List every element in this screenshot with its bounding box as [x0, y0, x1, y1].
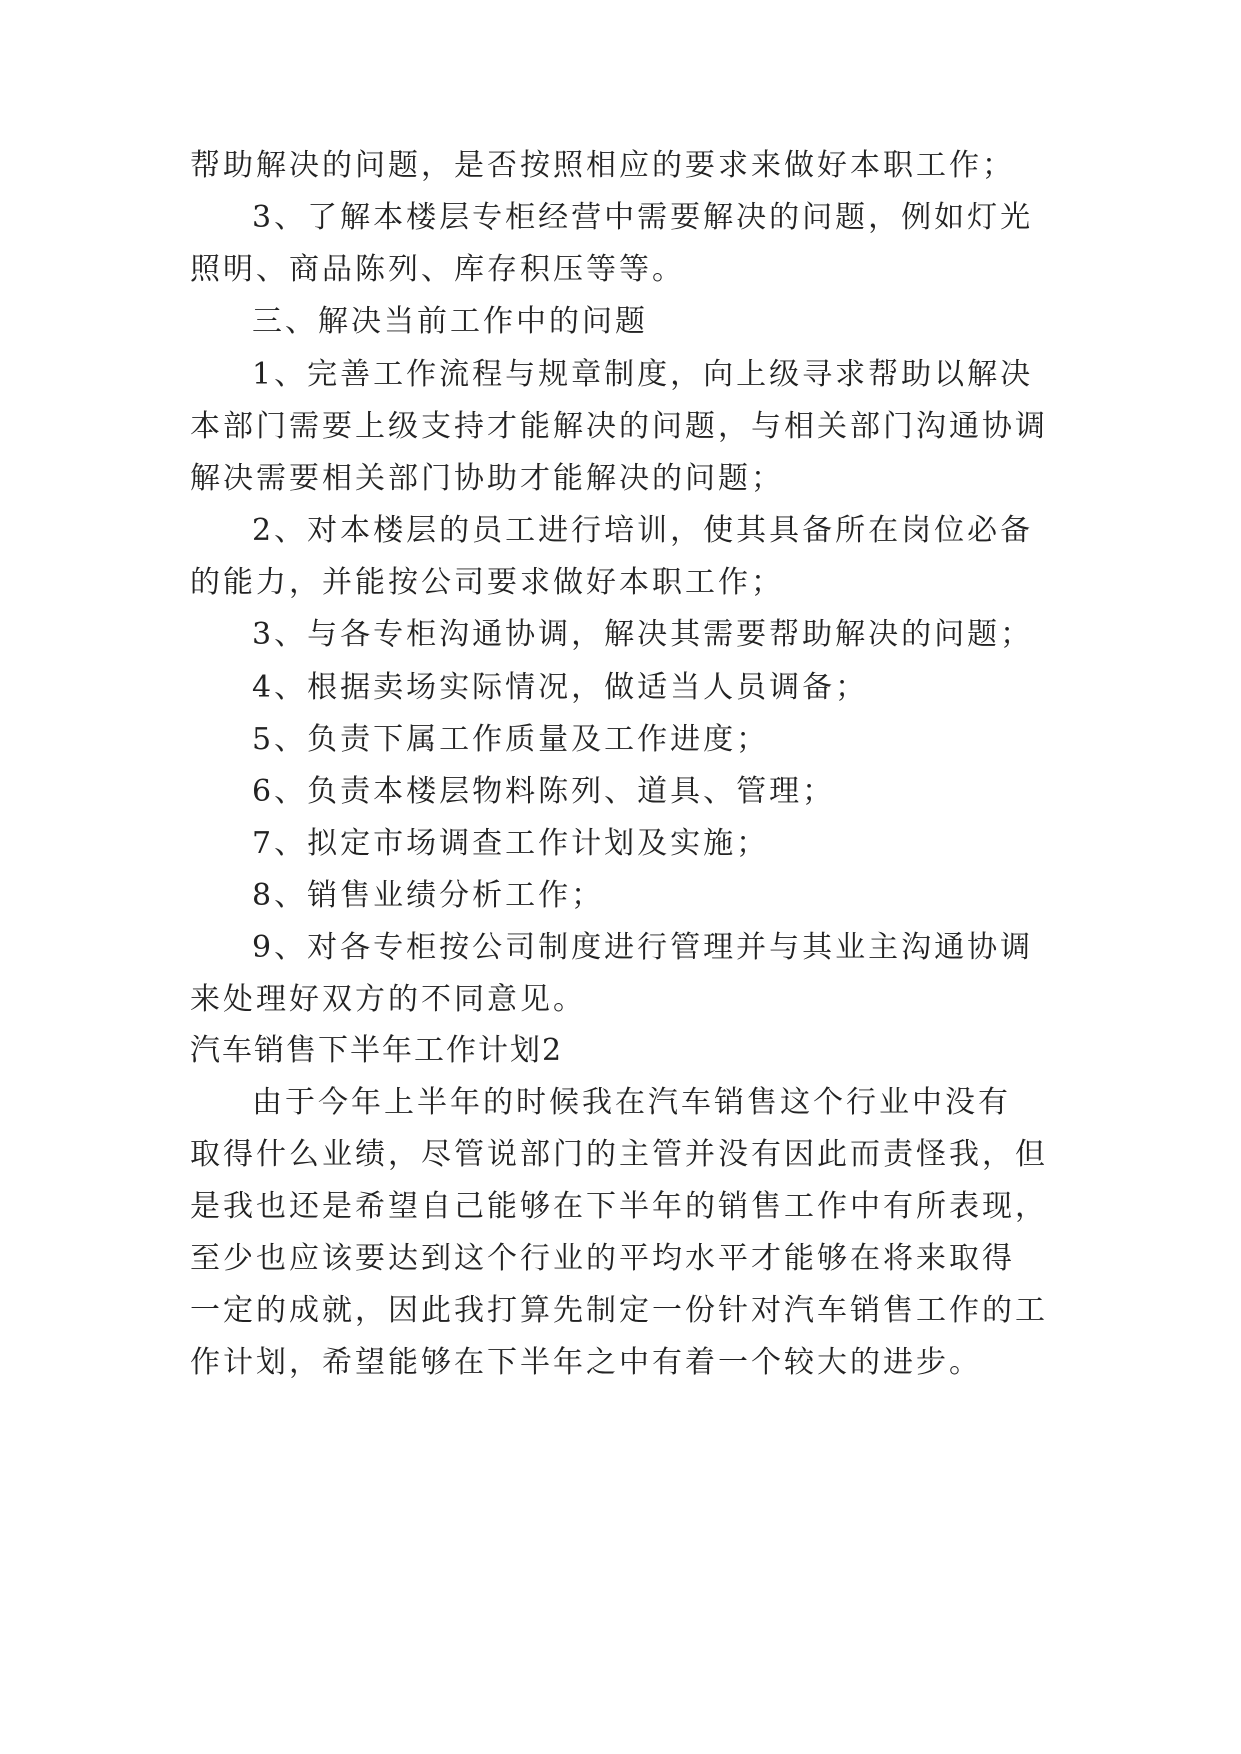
- text-line: 8、销售业绩分析工作；: [252, 878, 605, 913]
- text-line: 照明、商品陈列、库存积压等等。: [190, 252, 685, 287]
- text-line: 3、与各专柜沟通协调，解决其需要帮助解决的问题；: [252, 617, 1034, 652]
- text-line: 7、拟定市场调查工作计划及实施；: [252, 826, 770, 861]
- text-line: 本部门需要上级支持才能解决的问题，与相关部门沟通协调: [190, 409, 1048, 444]
- text-line: 解决需要相关部门协助才能解决的问题；: [190, 461, 784, 496]
- text-line: 取得什么业绩，尽管说部门的主管并没有因此而责怪我，但: [190, 1137, 1048, 1172]
- text-line: 6、负责本楼层物料陈列、道具、管理；: [252, 774, 836, 809]
- text-line: 的能力，并能按公司要求做好本职工作；: [190, 565, 784, 600]
- text-line: 由于今年上半年的时候我在汽车销售这个行业中没有: [252, 1085, 1011, 1120]
- text-line: 9、对各专柜按公司制度进行管理并与其业主沟通协调: [252, 930, 1034, 965]
- section-heading: 三、解决当前工作中的问题: [252, 304, 648, 339]
- text-line: 5、负责下属工作质量及工作进度；: [252, 722, 770, 757]
- text-line: 帮助解决的问题，是否按照相应的要求来做好本职工作；: [190, 148, 1015, 183]
- document-page: [190, 0, 1060, 1754]
- text-line: 4、根据卖场实际情况，做适当人员调备；: [252, 670, 869, 705]
- document-title: 汽车销售下半年工作计划2: [190, 1033, 564, 1068]
- text-line: 1、完善工作流程与规章制度，向上级寻求帮助以解决: [252, 357, 1034, 392]
- text-line: 作计划，希望能够在下半年之中有着一个较大的进步。: [190, 1345, 982, 1380]
- text-line: 3、了解本楼层专柜经营中需要解决的问题，例如灯光: [252, 200, 1034, 235]
- text-line: 2、对本楼层的员工进行培训，使其具备所在岗位必备: [252, 513, 1034, 548]
- text-line: 来处理好双方的不同意见。: [190, 982, 586, 1017]
- text-line: 一定的成就，因此我打算先制定一份针对汽车销售工作的工: [190, 1293, 1048, 1328]
- text-line: 至少也应该要达到这个行业的平均水平才能够在将来取得: [190, 1241, 1015, 1276]
- text-line: 是我也还是希望自己能够在下半年的销售工作中有所表现，: [190, 1189, 1048, 1224]
